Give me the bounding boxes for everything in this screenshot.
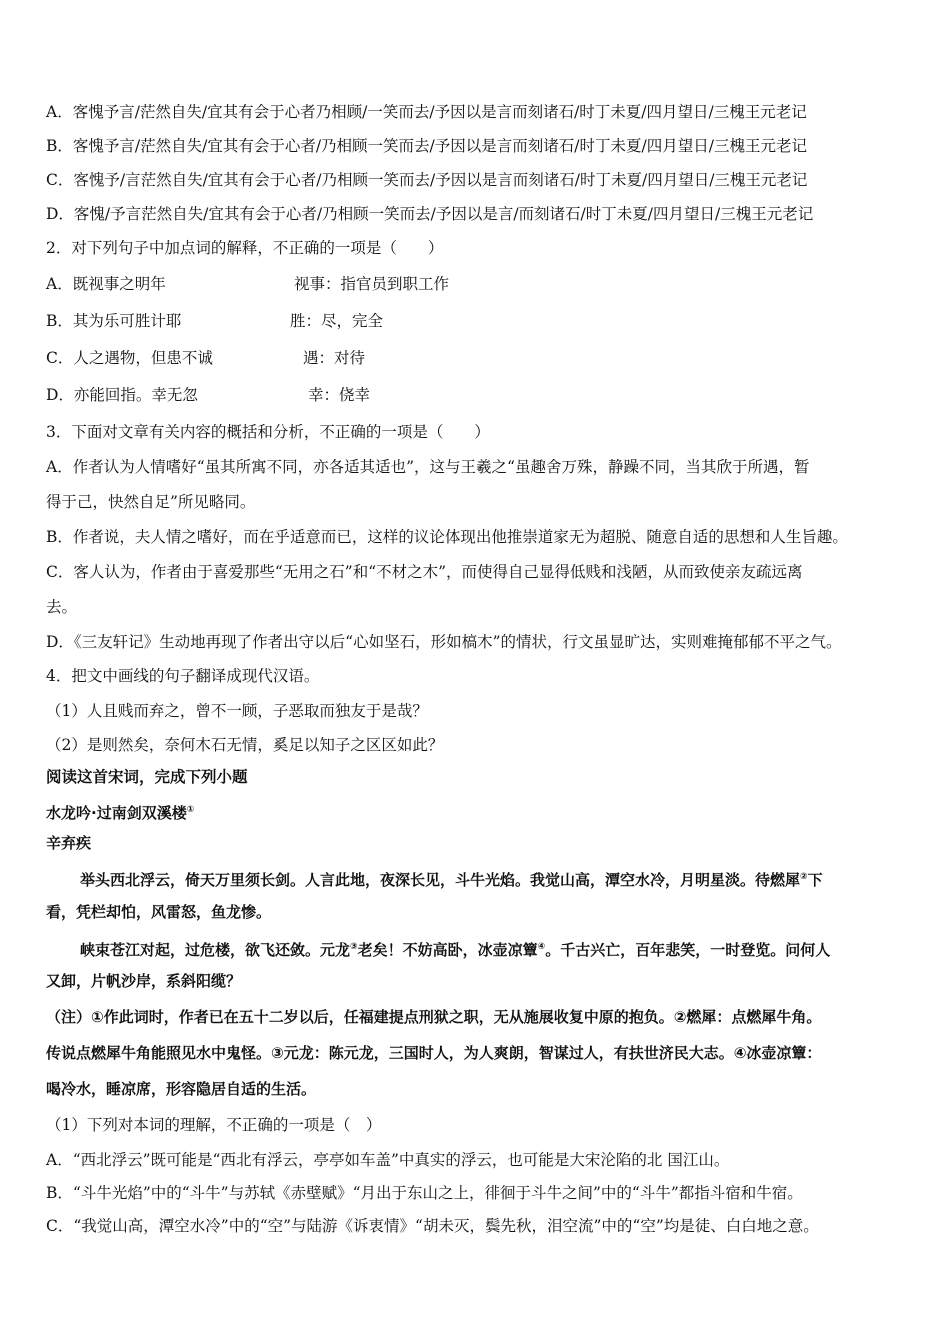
sentence: A．既视事之明年 xyxy=(46,275,166,293)
footnote-mark: ③ xyxy=(350,942,358,952)
q2-option-c xyxy=(46,348,366,368)
q3-line: A．作者认为人情嗜好“虽其所寓不同，亦各适其适也”，这与王羲之“虽趣舍万殊，静躁不同，当其欣于所遇，暂 xyxy=(46,458,810,476)
q4-item: （1）人且贱而弃之，曾不一顾，子恶取而独友于是哉？ xyxy=(46,702,428,720)
notes-line: （注）①作此词时，作者已在五十二岁以后，任福建提点刑狱之职，无从施展收复中原的抱负。②燃犀：点燃犀牛角。 xyxy=(46,1008,822,1026)
gloss: 幸：侥幸 xyxy=(308,386,371,404)
text: 峡束苍江对起，过危楼，欲飞还敛。元龙 xyxy=(80,941,351,959)
q3-stem: 3．下面对文章有关内容的概括和分析，不正确的一项是（ ） xyxy=(46,423,490,441)
sentence: D．亦能回指。幸无忽 xyxy=(46,386,198,404)
text: 老矣！不妨高卧，冰壶凉簟 xyxy=(357,941,538,959)
subq1-option-a: A．“西北浮云”既可能是“西北有浮云，亭亭如车盖”中真实的浮云，也可能是大宋沦陷的北 国江山。 xyxy=(46,1151,730,1169)
text: 。千古兴亡，百年悲笑，一时登览。问何人 xyxy=(545,941,831,959)
footnote-mark: ② xyxy=(800,872,808,882)
footnote-mark: ① xyxy=(186,805,195,815)
sentence: C．人之遇物，但患不诚 xyxy=(46,349,213,367)
q2-stem: 2．对下列句子中加点词的解释，不正确的一项是（ ） xyxy=(46,239,444,257)
gloss: 遇：对待 xyxy=(303,349,366,367)
q3-line: D．《三友轩记》生动地再现了作者出守以后“心如坚石，形如槁木”的情状，行文虽显旷达，实则难掩郁郁不平之气。 xyxy=(46,633,842,651)
text: 举头西北浮云，倚天万里须长剑。人言此地，夜深长见，斗牛光焰。我觉山高，潭空水冷，月明星淡。待燃犀 xyxy=(80,871,801,889)
poem-stanza-2-cont: 又卸，片帆沙岸，系斜阳缆？ xyxy=(46,972,242,990)
q3-line: C．客人认为，作者由于喜爱那些“无用之石”和“不材之木”，而使得自己显得低贱和浅陋，从而致使亲友疏远离 xyxy=(46,563,803,581)
q3-line: 去。 xyxy=(46,598,78,616)
subq1-stem: （1）下列对本词的理解，不正确的一项是（ ） xyxy=(46,1116,382,1134)
text: 下 xyxy=(807,871,823,889)
gloss: 胜：尽，完全 xyxy=(290,312,384,330)
poem-stanza-2 xyxy=(80,937,830,960)
notes-line: 喝冷水，睡凉席，形容隐居自适的生活。 xyxy=(46,1080,317,1098)
gloss: 视事：指官员到职工作 xyxy=(294,275,450,293)
q4-item: （2）是则然矣，奈何木石无情，奚足以知子之区区如此？ xyxy=(46,736,444,754)
poem-intro: 阅读这首宋词，完成下列小题 xyxy=(46,767,248,786)
poem-title xyxy=(46,800,194,823)
q1-option-b: B．客愧予言/茫然自失/宜其有会于心者/乃相顾一笑而去/予因以是言而刻诸石/时丁未夏/四月望日/三槐王元老记 xyxy=(46,137,807,155)
subq1-option-b: B．“斗牛光焰”中的“斗牛”与苏轼《赤壁赋》“月出于东山之上，徘徊于斗牛之间”中的“斗牛”都指斗宿和牛宿。 xyxy=(46,1184,803,1202)
poem-stanza-1-cont: 看，凭栏却怕，风雷怒，鱼龙惨。 xyxy=(46,903,272,921)
q1-option-c: C．客愧予/言茫然自失/宜其有会于心者/乃相顾一笑而去/予因以是言而刻诸石/时丁未夏/四月望日/三槐王元老记 xyxy=(46,171,808,189)
q2-option-d xyxy=(46,385,371,405)
q2-option-a xyxy=(46,274,450,294)
sentence: B．其为乐可胜计耶 xyxy=(46,312,182,330)
subq1-option-c: C．“我觉山高，潭空水冷”中的“空”与陆游《诉衷情》“胡未灭，鬓先秋，泪空流”中的“空”均是徒、白白地之意。 xyxy=(46,1217,819,1235)
poem-author: 辛弃疾 xyxy=(46,834,92,852)
q1-option-a: A．客愧予言/茫然自失/宜其有会于心者乃相顾/一笑而去/予因以是言而刻诸石/时丁未夏/四月望日/三槐王元老记 xyxy=(46,103,807,121)
q1-option-d: D．客愧/予言茫然自失/宜其有会于心者/乃相顾一笑而去/予因以是言/而刻诸石/时丁未夏/四月望日/三槐王元老记 xyxy=(46,205,814,223)
q4-stem: 4．把文中画线的句子翻译成现代汉语。 xyxy=(46,667,320,685)
poem-title-text: 水龙吟·过南剑双溪楼 xyxy=(46,804,187,822)
notes-line: 传说点燃犀牛角能照见水中鬼怪。③元龙：陈元龙，三国时人，为人爽朗，智谋过人，有扶世济民大志。④冰壶凉簟： xyxy=(46,1044,822,1062)
q2-option-b xyxy=(46,311,384,331)
q3-line: 得于己，快然自足”所见略同。 xyxy=(46,493,256,511)
footnote-mark: ④ xyxy=(537,942,546,952)
poem-stanza-1 xyxy=(80,867,823,890)
q3-line: B．作者说，夫人情之嗜好，而在乎适意而已，这样的议论体现出他推崇道家无为超脱、随意自适的思想和人生旨趣。 xyxy=(46,528,848,546)
